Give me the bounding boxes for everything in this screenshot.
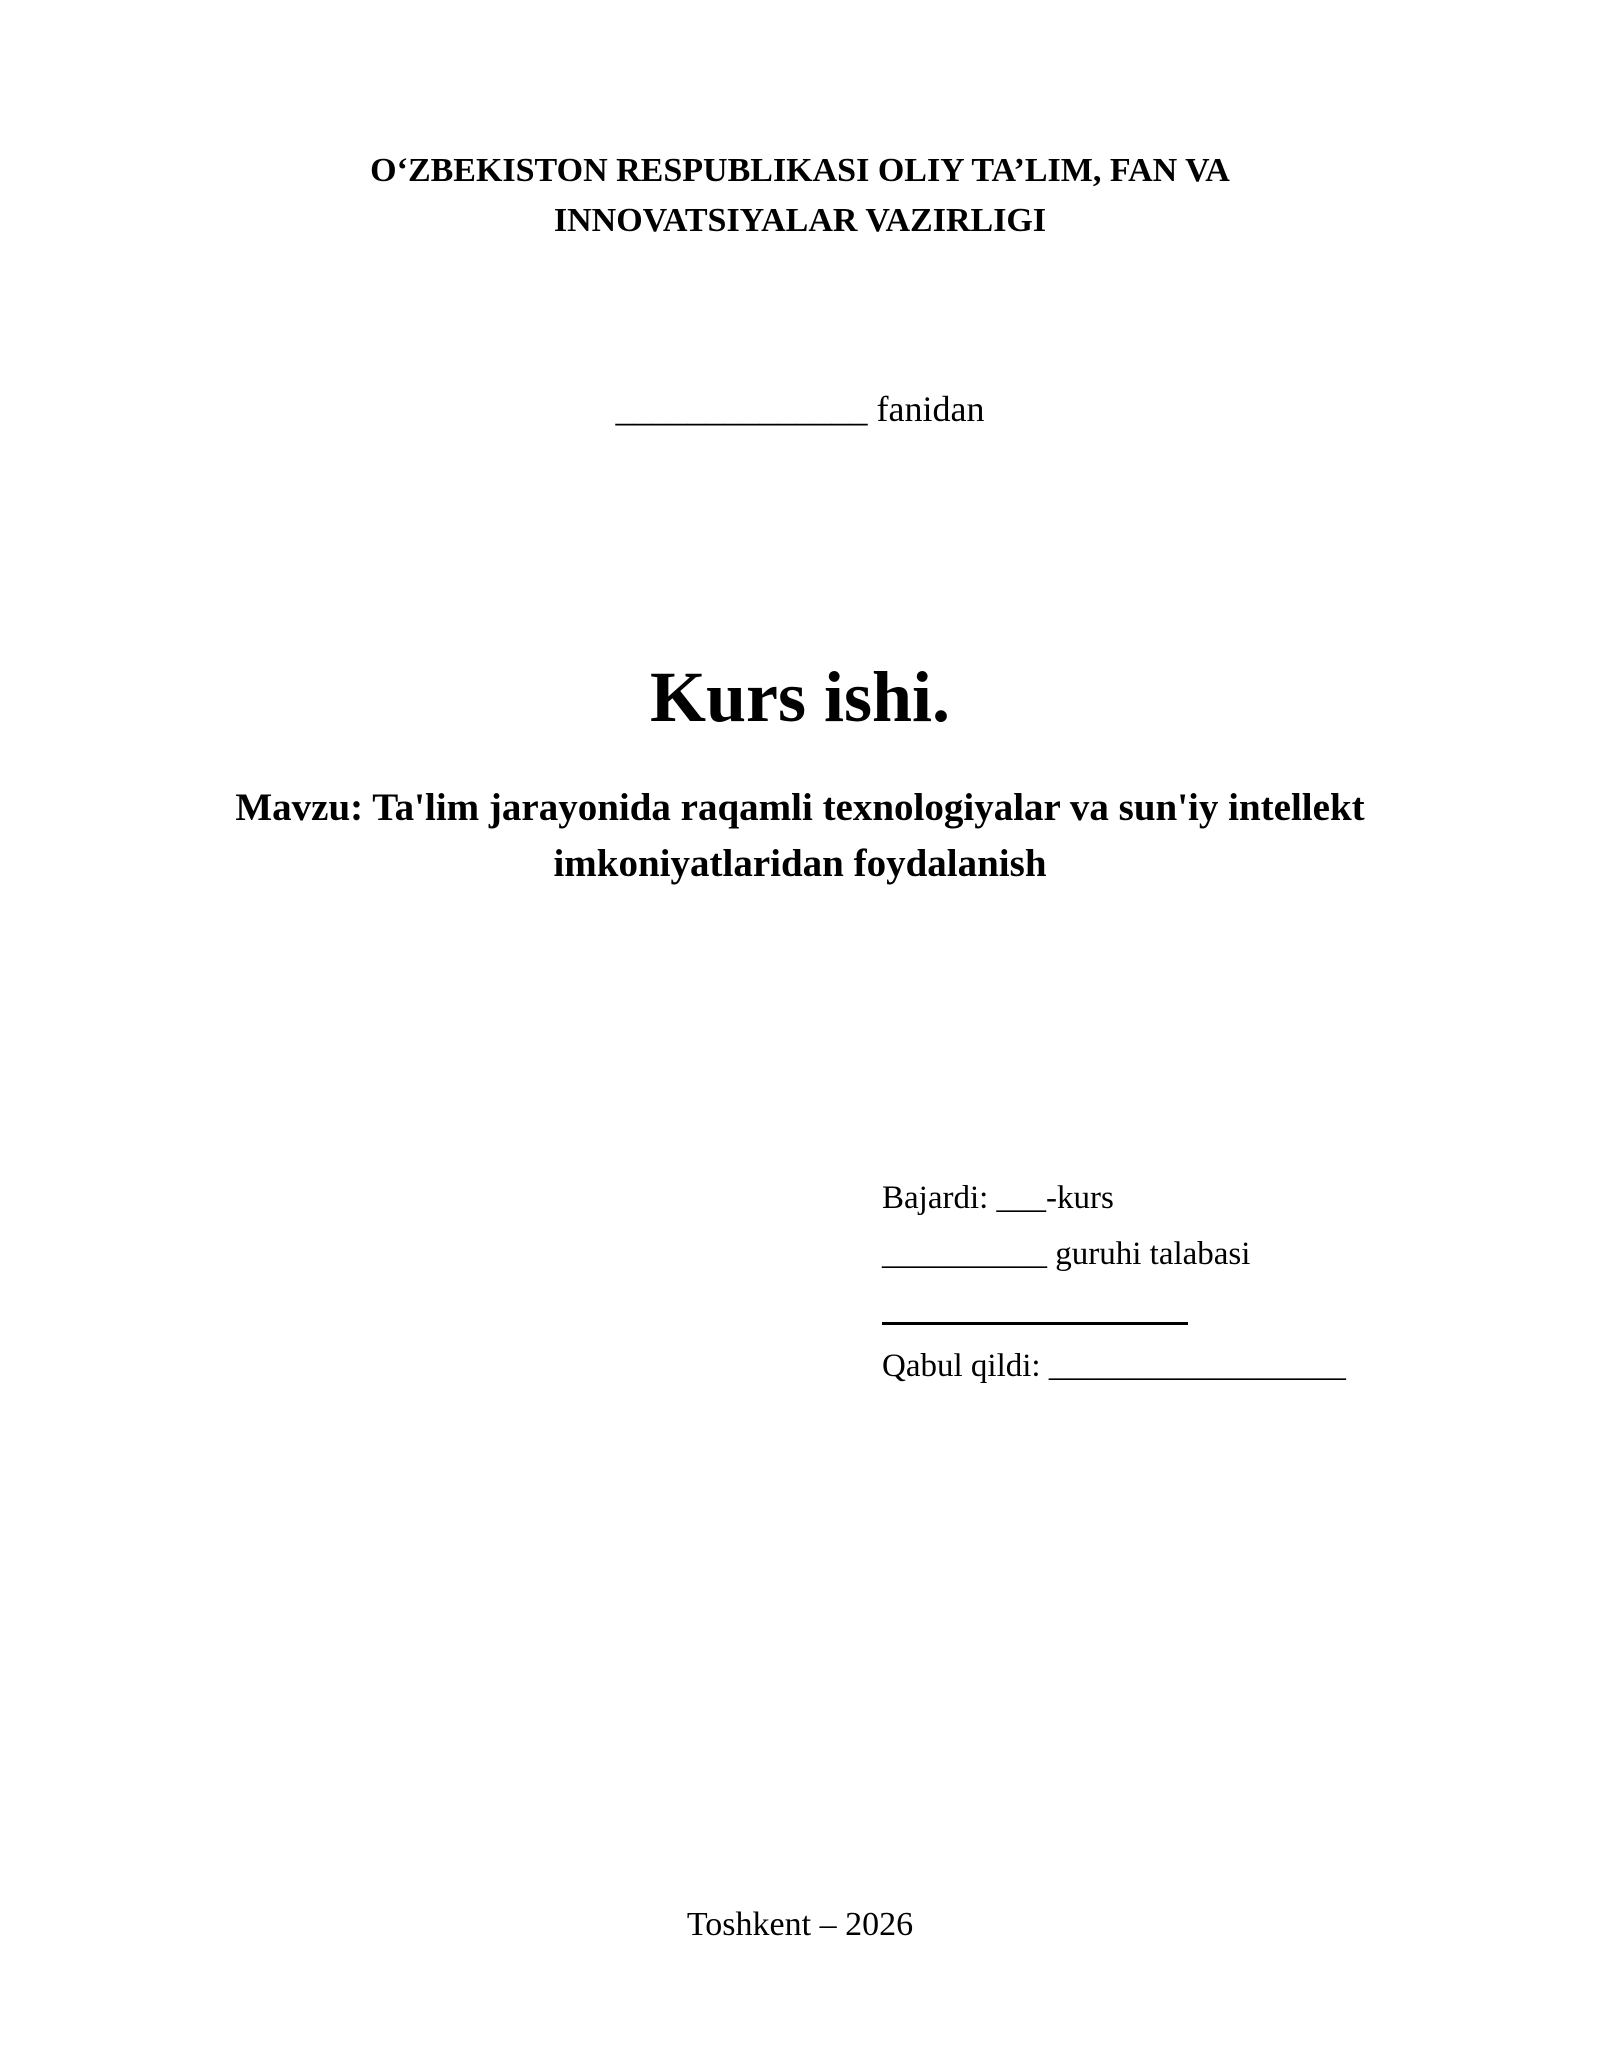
bajardi-line: Bajardi: ___-kurs — [882, 1180, 1114, 1216]
document-title: Kurs ishi. — [649, 657, 951, 737]
ministry-heading-line-1: O‘ZBEKISTON RESPUBLIKASI OLIY TA’LIM, FAN VA — [370, 152, 1230, 189]
qabul-qildi-line: Qabul qildi: __________________ — [882, 1348, 1346, 1384]
ministry-heading — [0, 146, 1600, 246]
author-info — [882, 1170, 1346, 1394]
topic-heading — [0, 780, 1600, 892]
group-line: __________ guruhi talabasi — [882, 1236, 1251, 1272]
student-name-blank — [882, 1282, 1188, 1338]
topic-line-2: imkoniyatlaridan foydalanish — [553, 842, 1047, 885]
city-year: Toshkent – 2026 — [686, 1906, 914, 1943]
ministry-heading-line-2: INNOVATSIYALAR VAZIRLIGI — [553, 202, 1047, 239]
subject-line: ______________ fanidan — [615, 389, 985, 429]
topic-line-1: Mavzu: Ta'lim jarayonida raqamli texnologiyalar va sun'iy intellekt — [235, 786, 1365, 829]
